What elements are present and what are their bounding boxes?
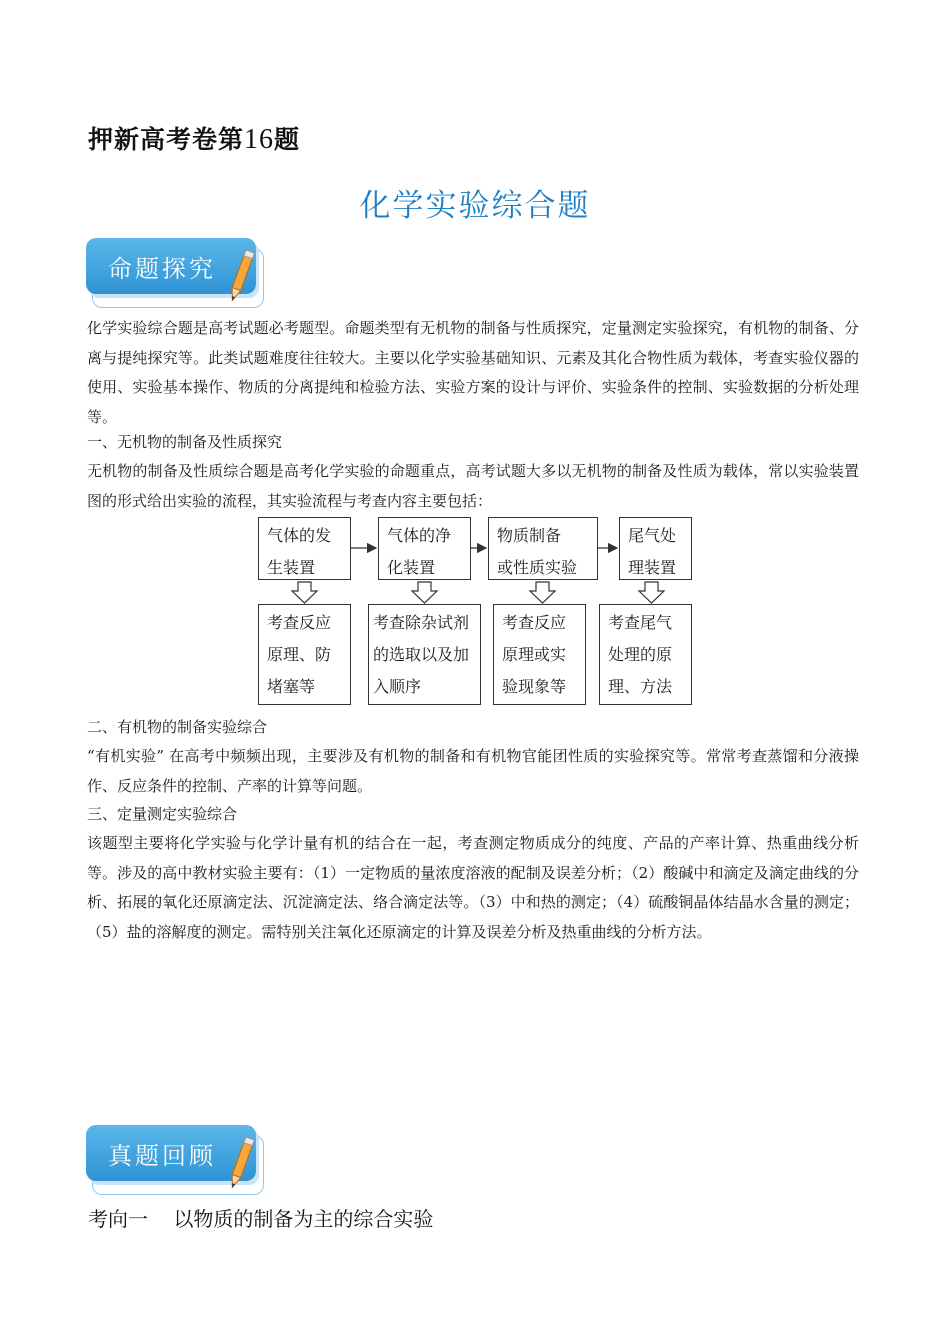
flow-check-text: 理、方法 (608, 677, 673, 696)
section-text-inorganic: 无机物的制备及性质综合题是高考化学实验的命题重点，高考试题大多以无机物的制备及性质为载体，常以实验装置图的形式给出实验的流程，其实验流程与考查内容主要包括： (87, 462, 859, 510)
flow-step-tail-gas (619, 517, 692, 580)
page-title: 化学实验综合题 (359, 188, 591, 224)
flow-step-text: 尾气处 (628, 526, 677, 545)
exam-number: 16 (244, 124, 275, 155)
flow-step-text: 化装置 (387, 558, 436, 577)
flow-check-text: 考查反应 (267, 613, 332, 632)
section-text-organic: “有机实验” 在高考中频频出现，主要涉及有机物的制备和有机物官能团性质的实验探究等。常常考查蒸馏和分液操作、反应条件的控制、产率的计算等问题。 (87, 747, 859, 795)
pencil-icon (226, 1133, 256, 1197)
down-arrow-icon (412, 582, 437, 603)
flow-step-purification (378, 517, 471, 580)
exam-label (88, 120, 300, 156)
flow-step-generation (258, 517, 351, 580)
badge-label: 真题回顾 (108, 1142, 216, 1170)
pencil-icon (226, 246, 256, 310)
flow-check-text: 考查除杂试剂 (373, 613, 470, 632)
flow-step-preparation (488, 517, 598, 580)
flow-check-text: 原理或实 (502, 645, 567, 664)
flow-check-text: 考查尾气 (608, 613, 673, 632)
section-heading-organic: 二、有机物的制备实验综合 (87, 718, 268, 736)
flow-check-text: 入顺序 (373, 677, 422, 696)
flow-check-purification (368, 604, 481, 705)
flow-step-text: 气体的净 (387, 526, 452, 545)
flow-check-preparation (493, 604, 586, 705)
flow-check-text: 考查反应 (502, 613, 567, 632)
flow-step-text: 或性质实验 (497, 558, 578, 577)
down-arrow-icon (639, 582, 664, 603)
section-head-label: 考向一 (88, 1207, 148, 1231)
exam-label-suffix: 题 (274, 125, 301, 154)
down-arrow-icon (292, 582, 317, 603)
badge-proposition (86, 238, 264, 308)
flow-check-text: 验现象等 (502, 677, 567, 696)
flow-step-text: 气体的发 (267, 526, 332, 545)
flow-check-text: 堵塞等 (267, 677, 316, 696)
section-text-quantitative: 该题型主要将化学实验与化学计量有机的结合在一起，考查测定物质成分的纯度、产品的产率计算、热重曲线分析等。涉及的高中教材实验主要有：（1）一定物质的量浓度溶液的配制及误差分析；（2）酸碱中和滴定及滴定曲线的分析、拓展的氧化还原滴定法、沉淀滴定法、络合滴定法等。（3）中和热的测定；（4）硫酸铜晶体结晶水含量的测定；（5）盐的溶解度的测定。需特别关注氧化还原滴定的计算及误差分析及热重曲线的分析方法。 (87, 834, 859, 941)
section-heading-inorganic: 一、无机物的制备及性质探究 (87, 433, 283, 451)
section-head-text: 以物质的制备为主的综合实验 (173, 1207, 434, 1231)
exam-label-prefix: 押新高考卷第 (88, 125, 245, 154)
flow-check-text: 原理、防 (267, 645, 332, 664)
flow-step-text: 物质制备 (497, 526, 562, 545)
badge-label: 命题探究 (108, 255, 216, 283)
flow-step-text: 生装置 (267, 558, 316, 577)
section-heading-quantitative: 三、定量测定实验综合 (87, 805, 238, 823)
flow-check-text: 的选取以及加 (373, 645, 470, 664)
section-head (88, 1203, 433, 1232)
intro-paragraph: 化学实验综合题是高考试题必考题型。命题类型有无机物的制备与性质探究，定量测定实验探究，有机物的制备、分离与提纯探究等。此类试题难度往往较大。主要以化学实验基础知识、元素及其化合物性质为载体，考查实验仪器的使用、实验基本操作、物质的分离提纯和检验方法、实验方案的设计与评价、实验条件的控制、实验数据的分析处理等。 (87, 319, 859, 426)
down-arrow-icon (530, 582, 555, 603)
flow-check-generation (258, 604, 351, 705)
flow-check-text: 处理的原 (608, 645, 673, 664)
flow-check-tail-gas (599, 604, 692, 705)
badge-review (86, 1125, 264, 1195)
flow-step-text: 理装置 (628, 558, 677, 577)
